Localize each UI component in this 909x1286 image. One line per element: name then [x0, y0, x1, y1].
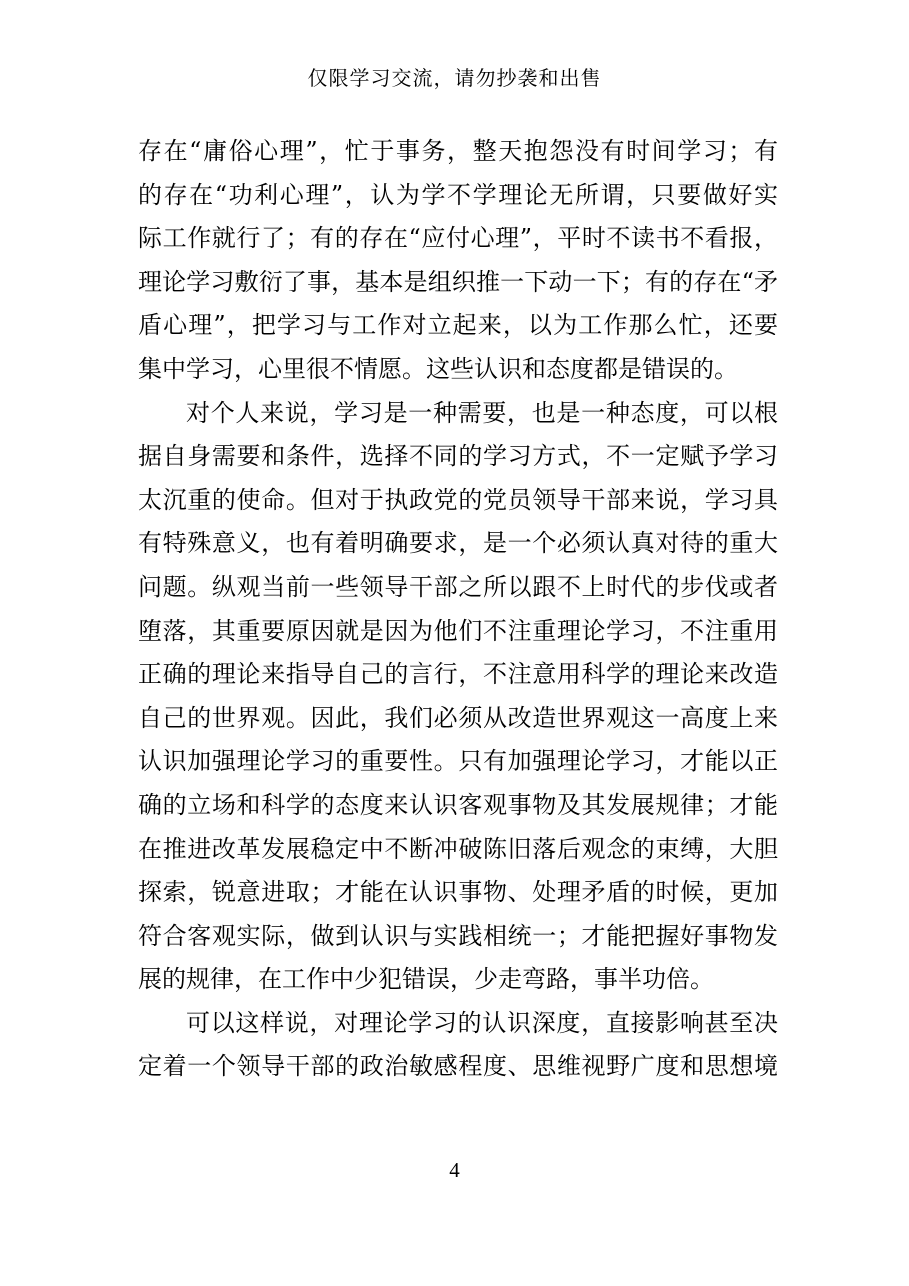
text-line: 堕落，其重要原因就是因为他们不注重理论学习，不注重用 [138, 616, 778, 645]
text-line: 太沉重的使命。但对于执政党的党员领导干部来说，学习具 [138, 485, 778, 514]
text-line: 在推进改革发展稳定中不断冲破陈旧落后观念的束缚，大胆 [138, 834, 778, 863]
text-line: 有特殊意义，也有着明确要求，是一个必须认真对待的重大 [138, 529, 778, 558]
text-line: 理论学习敷衍了事，基本是组织推一下动一下；有的存在“矛 [138, 267, 778, 296]
text-line: 确的立场和科学的态度来认识客观事物及其发展规律；才能 [138, 790, 778, 819]
paragraph-first-line: 可以这样说，对理论学习的认识深度，直接影响甚至决 [186, 1008, 778, 1037]
text-line: 定着一个领导干部的政治敏感程度、思维视野广度和思想境 [138, 1052, 778, 1081]
text-line: 自己的世界观。因此，我们必须从改造世界观这一高度上来 [138, 703, 778, 732]
page-header: 仅限学习交流，请勿抄袭和出售 [307, 66, 602, 90]
paragraph-first-line: 对个人来说，学习是一种需要，也是一种态度，可以根 [186, 398, 778, 427]
text-line: 据自身需要和条件，选择不同的学习方式，不一定赋予学习 [138, 442, 778, 471]
text-line: 展的规律，在工作中少犯错误，少走弯路，事半功倍。 [138, 965, 714, 994]
text-line: 集中学习，心里很不情愿。这些认识和态度都是错误的。 [138, 354, 738, 383]
text-line: 际工作就行了；有的存在“应付心理”，平时不读书不看报， [138, 224, 778, 253]
text-line: 认识加强理论学习的重要性。只有加强理论学习，才能以正 [138, 747, 778, 776]
text-line: 符合客观实际，做到认识与实践相统一；才能把握好事物发 [138, 921, 778, 950]
text-line: 探索，锐意进取；才能在认识事物、处理矛盾的时候，更加 [138, 878, 778, 907]
page-number: 4 [449, 1158, 460, 1182]
text-line: 盾心理”，把学习与工作对立起来，以为工作那么忙，还要 [138, 311, 778, 340]
text-line: 的存在“功利心理”，认为学不学理论无所谓，只要做好实 [138, 180, 778, 209]
text-line: 存在“庸俗心理”，忙于事务，整天抱怨没有时间学习；有 [138, 137, 778, 165]
text-line: 问题。纵观当前一些领导干部之所以跟不上时代的步伐或者 [138, 572, 778, 601]
document-body [138, 130, 778, 1089]
text-line: 正确的理论来指导自己的言行，不注意用科学的理论来改造 [138, 660, 778, 689]
